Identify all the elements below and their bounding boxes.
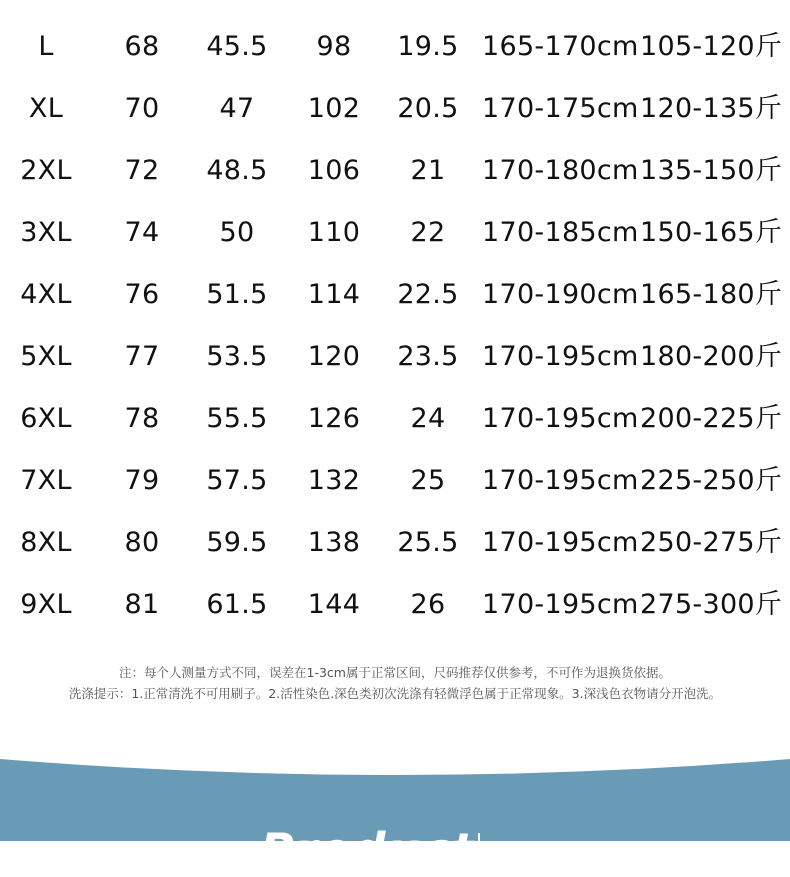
size-cell: 7XL: [20, 465, 72, 496]
sleeve-cell: 19.5: [397, 31, 459, 62]
weight-cell: 200-225斤: [640, 403, 783, 434]
height-cell: 170-195cm: [482, 403, 639, 434]
weight-cell: 275-300斤: [640, 589, 783, 620]
size-row-4: [0, 264, 790, 326]
height-cell: 165-170cm: [482, 31, 639, 62]
size-cell: XL: [28, 93, 64, 124]
height-cell: 170-185cm: [482, 217, 639, 248]
sleeve-cell: 22.5: [397, 279, 459, 310]
shoulder-cell: 57.5: [206, 465, 268, 496]
weight-cell: 150-165斤: [640, 217, 783, 248]
chest-cell: 138: [307, 527, 361, 558]
weight-cell: 120-135斤: [640, 93, 783, 124]
size-cell: 8XL: [20, 527, 72, 558]
shoulder-cell: 59.5: [206, 527, 268, 558]
weight-cell: 165-180斤: [640, 279, 783, 310]
shoulder-cell: 48.5: [206, 155, 268, 186]
size-row-1: [0, 78, 790, 140]
size-cell: L: [38, 31, 54, 62]
size-row-9: [0, 574, 790, 636]
chest-cell: 102: [307, 93, 361, 124]
sleeve-cell: 25: [410, 465, 446, 496]
sleeve-cell: 25.5: [397, 527, 459, 558]
size-row-0: [0, 16, 790, 78]
size-table: [0, 16, 790, 636]
weight-cell: 250-275斤: [640, 527, 783, 558]
length-cell: 78: [124, 403, 160, 434]
sleeve-cell: 20.5: [397, 93, 459, 124]
length-cell: 80: [124, 527, 160, 558]
sleeve-cell: 22: [410, 217, 446, 248]
length-cell: 77: [124, 341, 160, 372]
chest-cell: 106: [307, 155, 361, 186]
height-cell: 170-180cm: [482, 155, 639, 186]
length-cell: 79: [124, 465, 160, 496]
size-row-6: [0, 388, 790, 450]
chest-cell: 126: [307, 403, 361, 434]
shoulder-cell: 53.5: [206, 341, 268, 372]
length-cell: 70: [124, 93, 160, 124]
height-cell: 170-195cm: [482, 527, 639, 558]
shoulder-cell: 51.5: [206, 279, 268, 310]
product-heading: Product: [260, 823, 476, 877]
size-row-5: [0, 326, 790, 388]
height-cell: 170-195cm: [482, 341, 639, 372]
size-row-8: [0, 512, 790, 574]
size-row-2: [0, 140, 790, 202]
shoulder-cell: 61.5: [206, 589, 268, 620]
weight-cell: 225-250斤: [640, 465, 783, 496]
heading-divider: [478, 833, 480, 849]
sleeve-cell: 23.5: [397, 341, 459, 372]
shoulder-cell: 45.5: [206, 31, 268, 62]
sleeve-cell: 21: [410, 155, 446, 186]
length-cell: 76: [124, 279, 160, 310]
sleeve-cell: 26: [410, 589, 446, 620]
size-cell: 5XL: [20, 341, 72, 372]
size-cell: 6XL: [20, 403, 72, 434]
shoulder-cell: 55.5: [206, 403, 268, 434]
size-row-7: [0, 450, 790, 512]
length-cell: 81: [124, 589, 160, 620]
weight-cell: 105-120斤: [640, 31, 783, 62]
weight-cell: 135-150斤: [640, 155, 783, 186]
size-cell: 9XL: [20, 589, 72, 620]
chest-cell: 132: [307, 465, 361, 496]
size-cell: 2XL: [20, 155, 72, 186]
height-cell: 170-195cm: [482, 465, 639, 496]
shoulder-cell: 47: [219, 93, 255, 124]
measurement-notes: [0, 662, 790, 704]
length-cell: 74: [124, 217, 160, 248]
shoulder-cell: 50: [219, 217, 255, 248]
height-cell: 170-195cm: [482, 589, 639, 620]
product-section-banner: [0, 745, 790, 877]
chest-cell: 120: [307, 341, 361, 372]
sleeve-cell: 24: [410, 403, 446, 434]
chest-cell: 98: [316, 31, 352, 62]
height-cell: 170-190cm: [482, 279, 639, 310]
measurement-disclaimer: 注：每个人测量方式不同，误差在1-3cm属于正常区间，尺码推荐仅供参考，不可作为退换货依据。: [119, 665, 671, 680]
chest-cell: 144: [307, 589, 361, 620]
product-subheading: ...: [492, 837, 506, 853]
chest-cell: 110: [307, 217, 361, 248]
weight-cell: 180-200斤: [640, 341, 783, 372]
height-cell: 170-175cm: [482, 93, 639, 124]
length-cell: 72: [124, 155, 160, 186]
washing-tips: 洗涤提示：1.正常清洗不可用刷子。2.活性染色.深色类初次洗涤有轻微浮色属于正常现象。3.深浅色衣物请分开泡洗。: [68, 686, 722, 701]
size-row-3: [0, 202, 790, 264]
chest-cell: 114: [307, 279, 361, 310]
size-cell: 4XL: [20, 279, 72, 310]
length-cell: 68: [124, 31, 160, 62]
size-cell: 3XL: [20, 217, 72, 248]
